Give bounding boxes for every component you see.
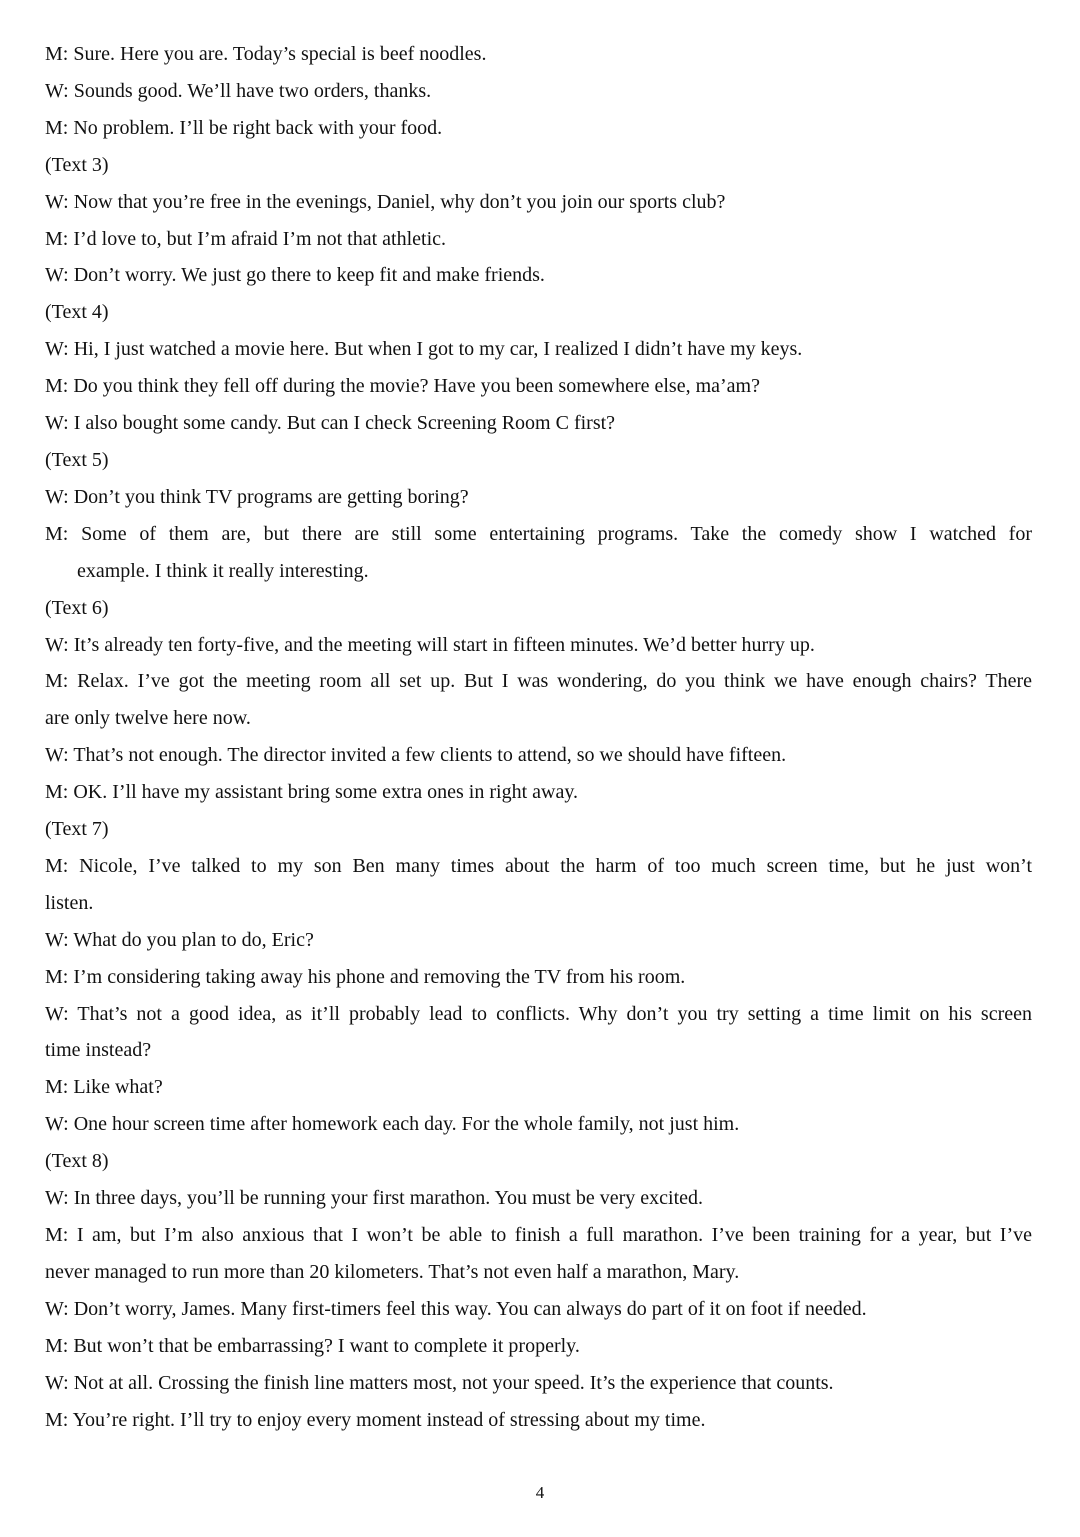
section-heading: (Text 8) [45, 1150, 109, 1173]
transcript-line-continuation: never managed to run more than 20 kilometers. That’s not even half a marathon, Mary. [45, 1260, 740, 1283]
transcript-line: W: It’s already ten forty-five, and the meeting will start in fifteen minutes. We’d better hurry up. [45, 633, 815, 656]
transcript-line-continuation: example. I think it really interesting. [77, 559, 369, 582]
transcript-line: W: Not at all. Crossing the finish line matters most, not your speed. It’s the experience that counts. [45, 1371, 834, 1394]
transcript-line: M: Like what? [45, 1076, 163, 1099]
transcript-line: M: You’re right. I’ll try to enjoy every moment instead of stressing about my time. [45, 1408, 706, 1431]
section-heading: (Text 7) [45, 818, 109, 841]
transcript-line-continuation: are only twelve here now. [45, 707, 251, 730]
transcript-line: W: I also bought some candy. But can I check Screening Room C first? [45, 412, 616, 435]
transcript-line-continuation: listen. [45, 891, 94, 914]
transcript-line: W: Sounds good. We’ll have two orders, thanks. [45, 79, 432, 102]
transcript-line: M: I’m considering taking away his phone and removing the TV from his room. [45, 965, 686, 988]
transcript-line: M: But won’t that be embarrassing? I want to complete it properly. [45, 1334, 580, 1357]
transcript-line: W: One hour screen time after homework each day. For the whole family, not just him. [45, 1113, 740, 1136]
section-heading: (Text 5) [45, 448, 109, 471]
transcript-line: M: Relax. I’ve got the meeting room all set up. But I was wondering, do you think we have enough chairs? There [45, 670, 1032, 693]
transcript-line: W: Now that you’re free in the evenings, Daniel, why don’t you join our sports club? [45, 190, 726, 213]
transcript-line: W: That’s not enough. The director invited a few clients to attend, so we should have fifteen. [45, 744, 787, 767]
transcript-body [45, 36, 1032, 1438]
section-heading: (Text 6) [45, 596, 109, 619]
transcript-line: W: What do you plan to do, Eric? [45, 928, 314, 951]
section-heading: (Text 4) [45, 301, 109, 324]
transcript-line: W: In three days, you’ll be running your first marathon. You must be very excited. [45, 1187, 704, 1210]
transcript-line: M: I’d love to, but I’m afraid I’m not that athletic. [45, 227, 446, 250]
transcript-line-continuation: time instead? [45, 1039, 152, 1062]
page-number: 4 [535, 1483, 545, 1502]
section-heading: (Text 3) [45, 153, 109, 176]
transcript-line: M: Nicole, I’ve talked to my son Ben many times about the harm of too much screen time, but he just won’t [45, 854, 1032, 877]
transcript-line: W: Don’t worry, James. Many first-timers feel this way. You can always do part of it on foot if needed. [45, 1297, 867, 1320]
transcript-line: M: OK. I’ll have my assistant bring some extra ones in right away. [45, 781, 579, 804]
transcript-line: M: No problem. I’ll be right back with your food. [45, 116, 443, 139]
transcript-line: M: Do you think they fell off during the movie? Have you been somewhere else, ma’am? [45, 375, 760, 398]
transcript-line: W: That’s not a good idea, as it’ll probably lead to conflicts. Why don’t you try setting a time limit on his screen [45, 1002, 1032, 1025]
transcript-line: W: Don’t worry. We just go there to keep fit and make friends. [45, 264, 545, 287]
transcript-line: M: I am, but I’m also anxious that I won’t be able to finish a full marathon. I’ve been training for a year, but I’ve [45, 1224, 1032, 1246]
transcript-line: M: Sure. Here you are. Today’s special is beef noodles. [45, 43, 487, 65]
transcript-line: M: Some of them are, but there are still some entertaining programs. Take the comedy show I watched for [45, 522, 1032, 545]
transcript-line: W: Hi, I just watched a movie here. But when I got to my car, I realized I didn’t have my keys. [45, 338, 803, 361]
transcript-line: W: Don’t you think TV programs are getting boring? [45, 485, 469, 508]
